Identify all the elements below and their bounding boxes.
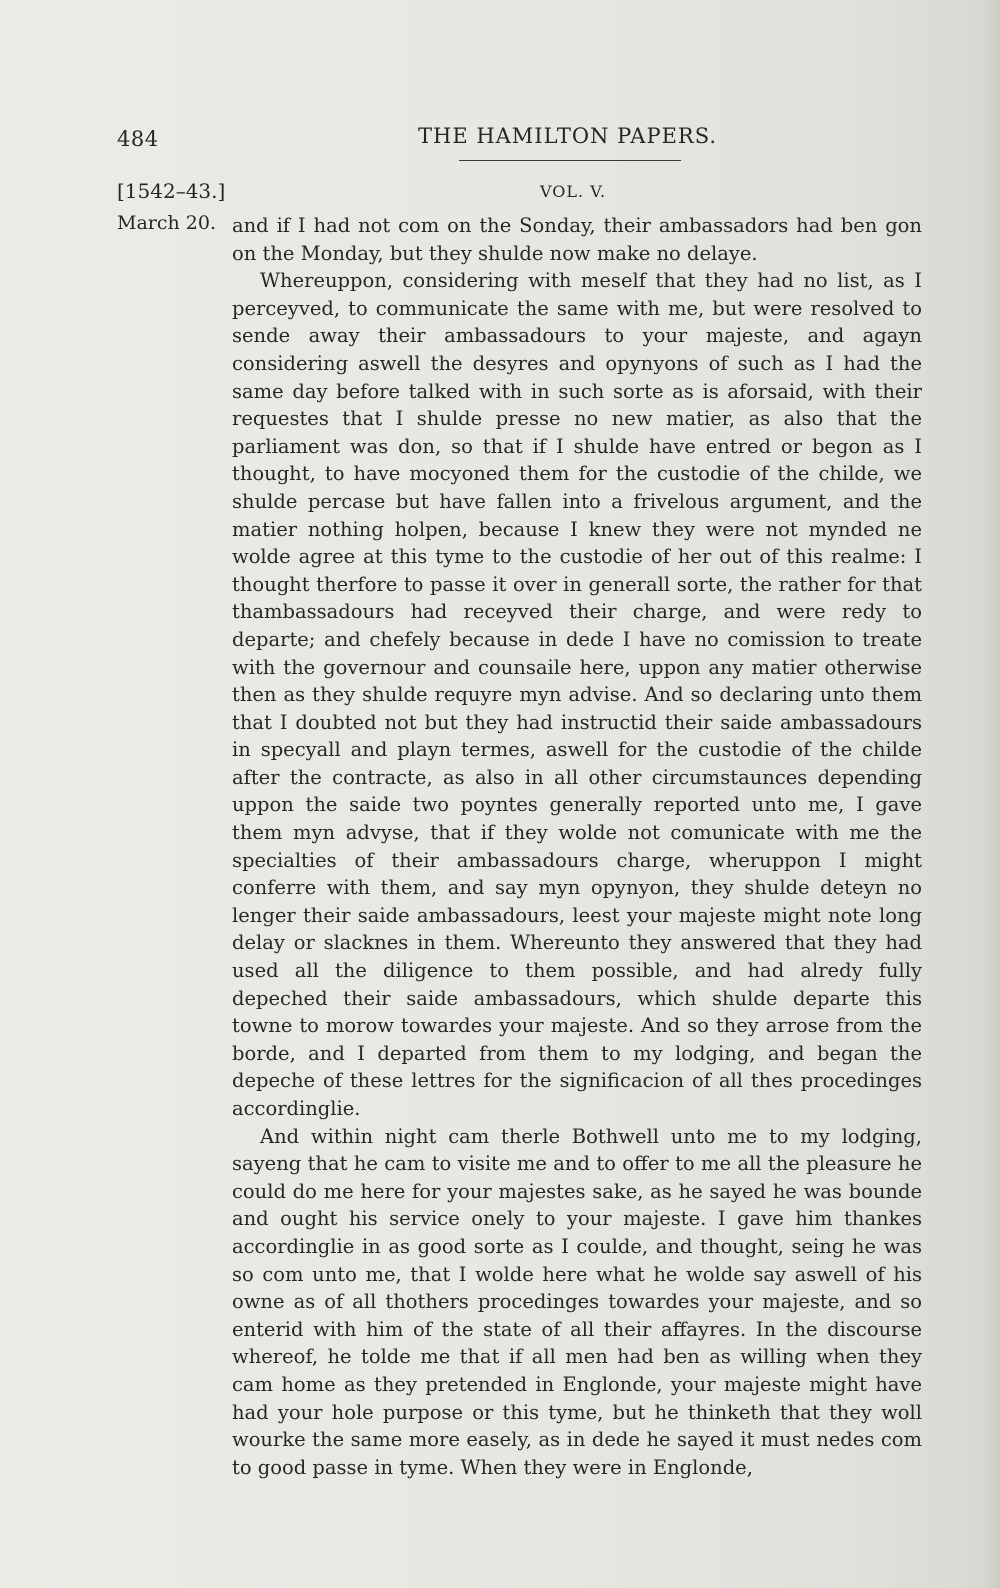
margin-date: March 20. (117, 212, 216, 234)
paragraph: Whereuppon, considering with meself that they had no list, as I perceyved, to communicate the same with me, but were resolved to sende away their ambassadours to your majeste, and agayn considering aswell the desyres and opynyons of such as I had the same day before talked with in such sorte as is aforsaid, with their requestes that I shulde presse no new matier, as also that the parliament was don, so that if I shulde have entred or begon as I thought, to have mocyoned them for the custodie of the childe, we shulde percase but have fallen into a frivelous argument, and the matier nothing holpen, because I knew they were not mynded ne wolde agree at this tyme to the custodie of her out of this realme: I thought therfore to passe it over in generall sorte, the rather for that thambassadours had receyved their charge, and were redy to departe; and chefely because in dede I have no comission to treate with the governour and counsaile here, uppon any matier otherwise then as they shulde requyre myn advise. And so declaring unto them that I doubted not but they had instructid their saide ambassadours in specyall and playn termes, aswell for the custodie of the childe after the contracte, as also in all other circumstaunces depending uppon the saide two poyntes generally reported unto me, I gave them myn advyse, that if they wolde not comunicate with me the specialties of their ambassadours charge, wheruppon I might conferre with them, and say myn opynyon, they shulde deteyn no lenger their saide ambassadours, leest your majeste might note long delay or slacknes in them. Whereunto they answered that they had used all the diligence to them possible, and had alredy fully depeched their saide ambassadours, which shulde departe this towne to morow towardes your majeste. And so they arrose from the borde, and I departed from them to my lodging, and began the depeche of these lettres for the significacion of all thes procedinges accordinglie. (232, 269, 922, 1120)
volume-label: VOL. V. (540, 182, 607, 201)
paragraph: And within night cam therle Bothwell unto me to my lodging, sayeng that he cam to visite me and to offer to me all the pleasure he could do me here for your majestes sake, as he sayed he was bounde and ought his service onely to your majeste. I gave him thankes accordinglie in as good sorte as I coulde, and thought, seing he was so com unto me, that I wolde here what he wolde say aswell of his owne as of all thothers procedinges towardes your majeste, and so enterid with him of the state of all their affayres. In the discourse whereof, he tolde me that if all men had ben as willing when they cam home as they pretended in Englonde, your majeste might have had your hole purpose or this tyme, but he thinketh that they woll wourke the same more easely, as in dede he sayed it must nedes com to good passe in tyme. When they were in Englonde, (232, 1124, 922, 1479)
page-number: 484 (117, 127, 159, 151)
page-edge-shadow (982, 0, 1000, 1588)
running-title: THE HAMILTON PAPERS. (418, 124, 718, 148)
title-rule (459, 160, 681, 161)
paragraph: and if I had not com on the Sonday, their ambassadors had ben gon on the Monday, but they shulde now make no delaye. (232, 214, 922, 265)
body-text (232, 212, 922, 1481)
date-range: [1542–43.] (117, 179, 226, 203)
